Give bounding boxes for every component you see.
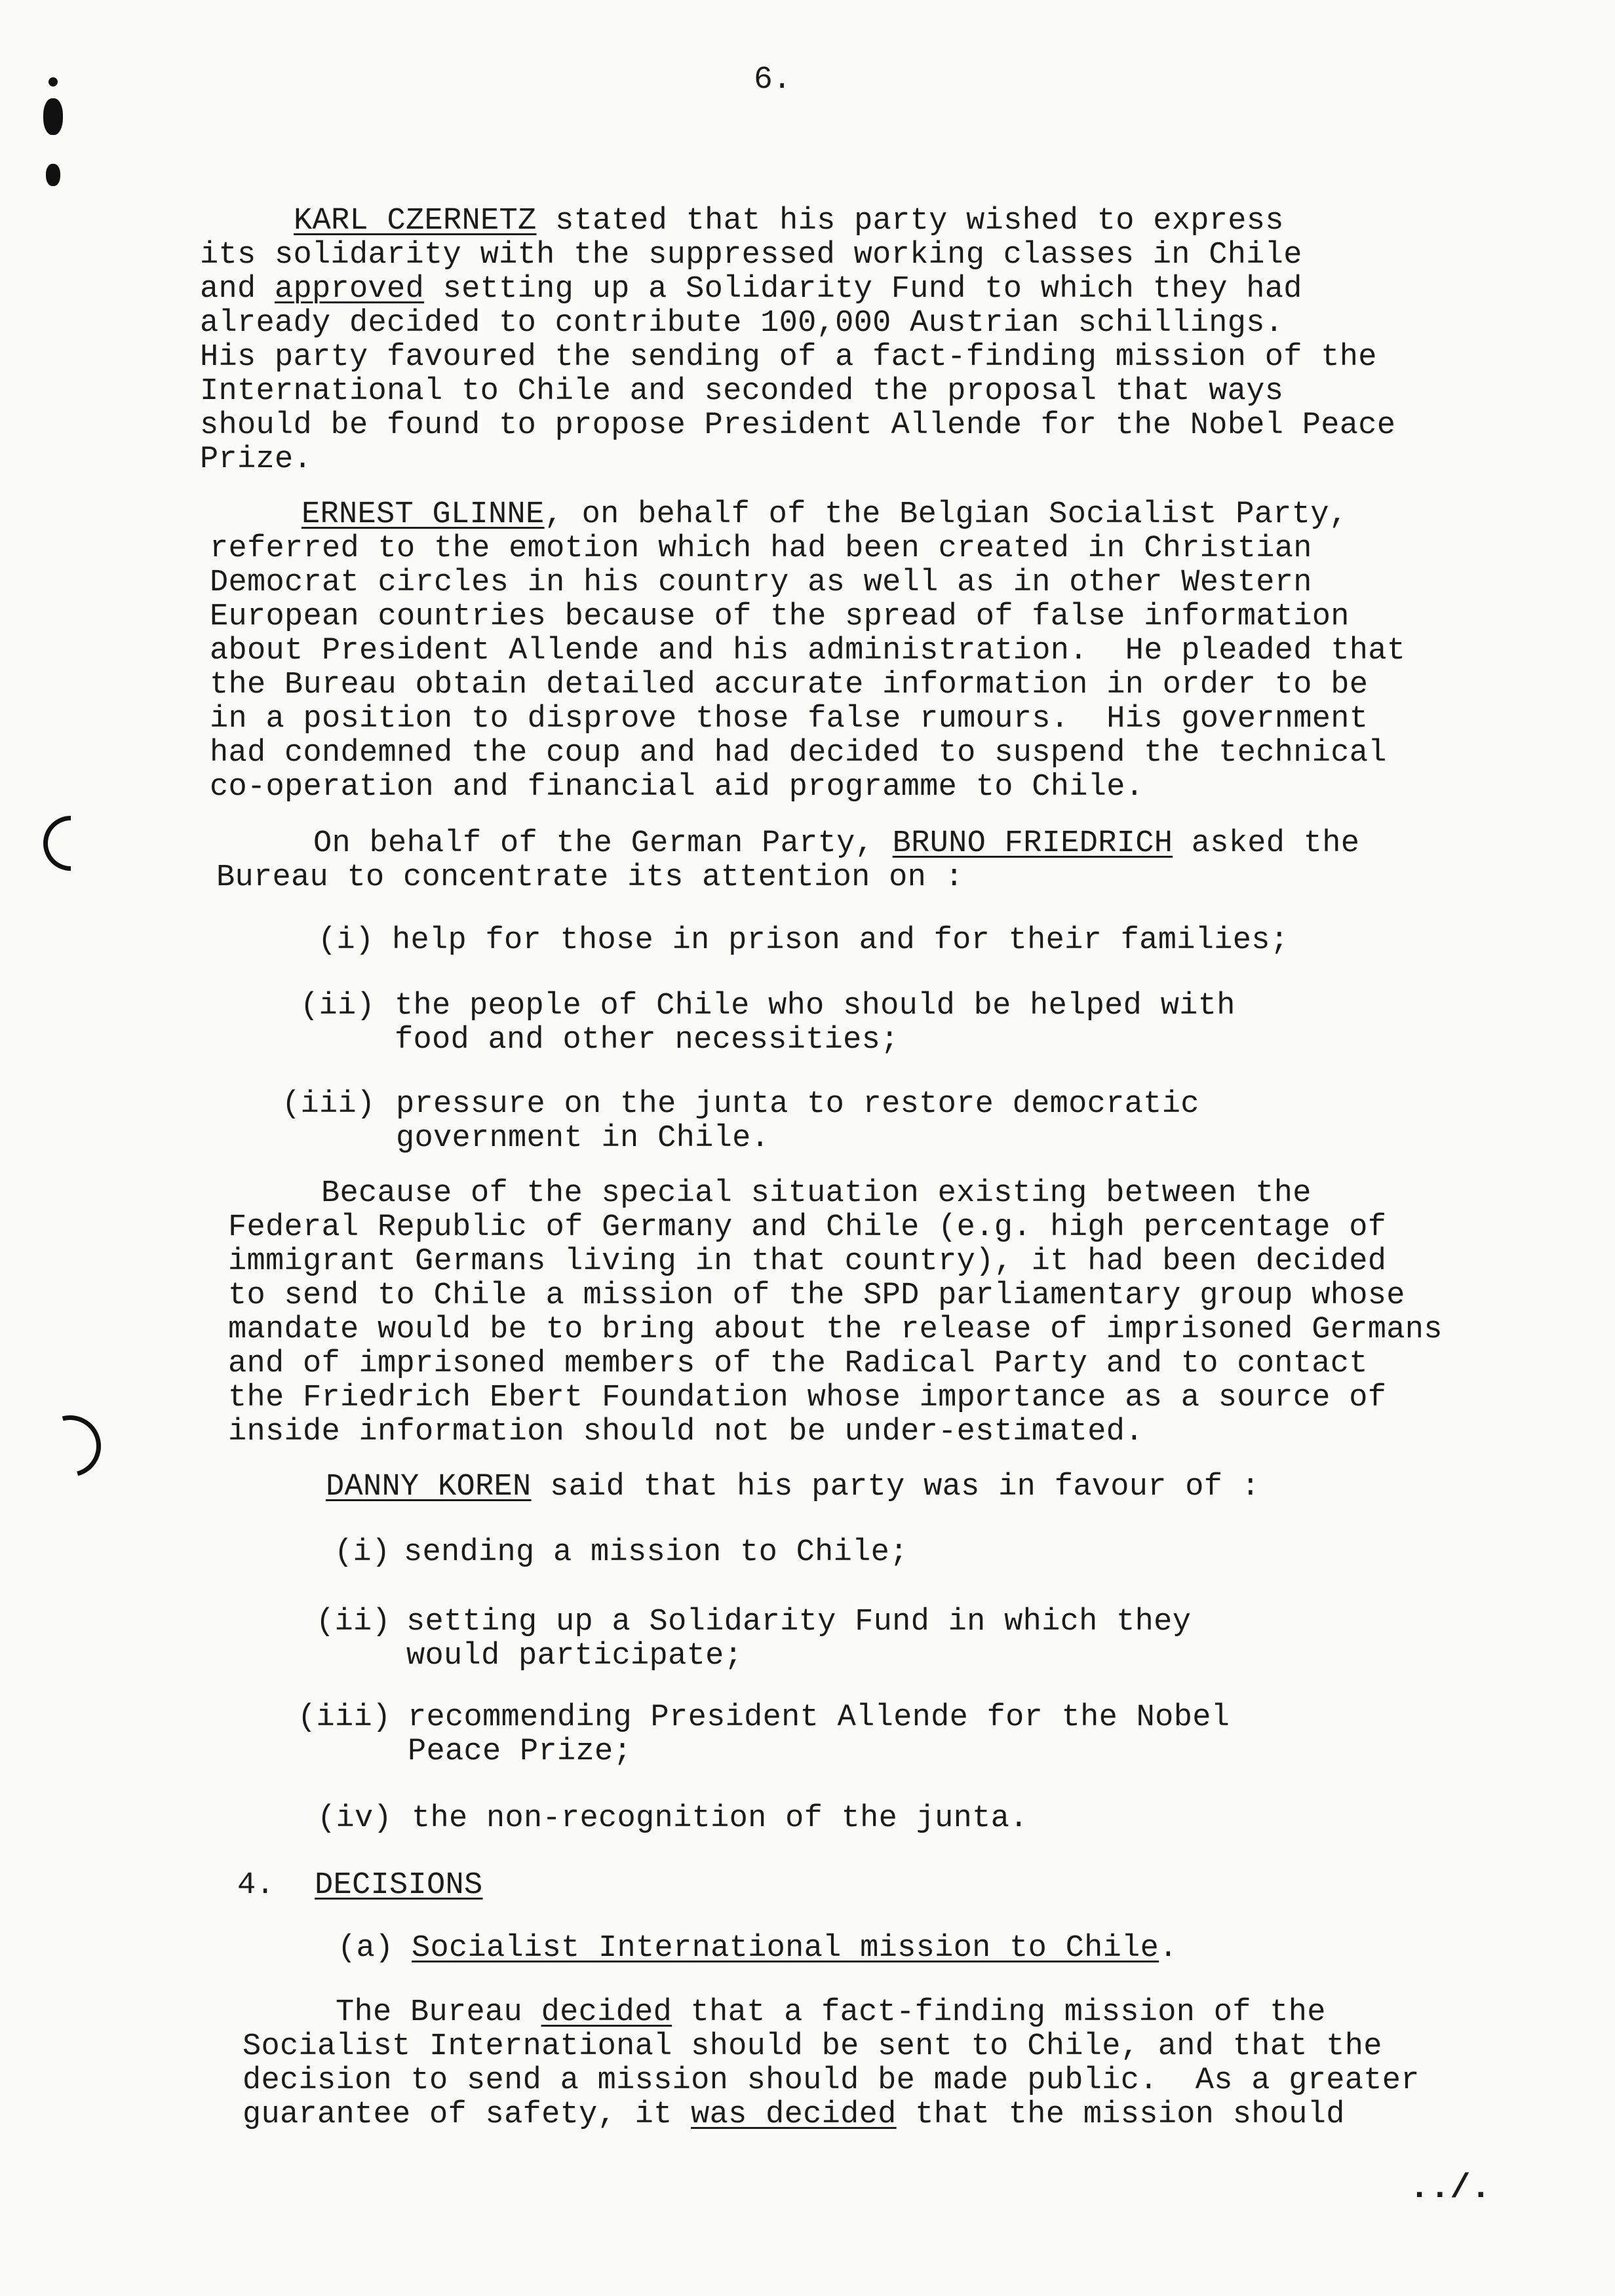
text-span: asked the [1173, 826, 1360, 861]
text-line: about President Allende and his administration. He pleaded that [210, 634, 1406, 668]
list-item-text: help for those in prison and for their families; [392, 923, 1289, 958]
speaker-name: DANNY KOREN [326, 1470, 532, 1504]
list-item-text: government in Chile. [396, 1121, 770, 1156]
underlined-word: decided [541, 1995, 672, 2030]
punch-hole-mark [49, 77, 58, 86]
text-line: referred to the emotion which had been created in Christian [210, 531, 1312, 566]
text-line [302, 498, 1348, 532]
list-item-number: (iii) [298, 1700, 391, 1735]
list-item-number: (i) [318, 923, 374, 958]
list-item-text: food and other necessities; [395, 1023, 899, 1058]
text-line: Bureau to concentrate its attention on : [216, 860, 964, 895]
section-title: DECISIONS [315, 1868, 483, 1903]
underlined-word: was decided [691, 2097, 897, 2132]
list-item-number: (i) [334, 1535, 391, 1570]
text-line: immigrant Germans living in that country), it had been decided [228, 1244, 1387, 1279]
text-line: and of imprisoned members of the Radical Party and to contact [228, 1347, 1368, 1381]
text-line: should be found to propose President Allende for the Nobel Peace [200, 408, 1396, 443]
text-line: in a position to disprove those false rumours. His government [210, 702, 1369, 737]
list-item-number: (ii) [316, 1605, 391, 1639]
text-line: already decided to contribute 100,000 Austrian schillings. [200, 306, 1284, 341]
text-span: The Bureau [336, 1995, 541, 2030]
list-item-text: would participate; [406, 1639, 743, 1674]
text-span: that a fact-finding mission of the [672, 1995, 1326, 2030]
text-line: the Bureau obtain detailed accurate information in order to be [210, 668, 1369, 702]
text-line [313, 827, 1359, 861]
section-number: 4. [237, 1868, 275, 1903]
text-line: co-operation and financial aid programme to Chile. [210, 770, 1144, 805]
text-line: decision to send a mission should be made public. As a greater [243, 2063, 1420, 2098]
text-line: European countries because of the spread of false information [210, 600, 1350, 634]
text-line: inside information should not be under-estimated. [228, 1415, 1144, 1449]
punch-hole-mark [46, 164, 60, 186]
speaker-name: KARL CZERNETZ [294, 204, 537, 239]
subsection-title: Socialist International mission to Chile [412, 1931, 1159, 1966]
list-item-number: (ii) [300, 989, 376, 1024]
list-item-text: the people of Chile who should be helped with [395, 989, 1236, 1024]
text-span: stated that his party wished to express [536, 204, 1284, 239]
text-line [243, 2098, 1345, 2132]
text-span: On behalf of the German Party, [313, 826, 893, 861]
text-line [294, 204, 1284, 239]
text-line: Democrat circles in his country as well as in other Western [210, 565, 1312, 600]
list-item-number: (iv) [317, 1801, 393, 1836]
speaker-name: BRUNO FRIEDRICH [892, 826, 1173, 861]
text-line: Because of the special situation existing between the [321, 1176, 1312, 1211]
punch-hole-mark [43, 98, 63, 135]
continuation-mark: ../. [1409, 2169, 1491, 2208]
list-item-text: Peace Prize; [408, 1734, 632, 1769]
subsection-number: (a) [338, 1931, 394, 1966]
underlined-word: approved [275, 272, 425, 307]
text-line [200, 273, 1302, 307]
text-line: His party favoured the sending of a fact-finding mission of the [200, 340, 1377, 375]
list-item-text: recommending President Allende for the Nobel [408, 1700, 1230, 1735]
punch-hole-arc [32, 805, 110, 883]
text-span: that the mission should [896, 2097, 1345, 2132]
text-line: International to Chile and seconded the proposal that ways [200, 374, 1284, 409]
text-line: to send to Chile a mission of the SPD parliamentary group whose [228, 1278, 1405, 1313]
list-item-text: sending a mission to Chile; [404, 1535, 908, 1570]
subsection-title-line [412, 1932, 1178, 1966]
text-line: had condemned the coup and had decided to suspend the technical [210, 736, 1387, 771]
text-line [336, 1996, 1326, 2030]
list-item-text: setting up a Solidarity Fund in which they [406, 1605, 1192, 1639]
list-item-text: the non-recognition of the junta. [412, 1801, 1028, 1836]
text-line: Socialist International should be sent to Chile, and that the [243, 2029, 1382, 2064]
text-span: setting up a Solidarity Fund to which they had [424, 272, 1302, 307]
text-span: said that his party was in favour of : [531, 1470, 1260, 1504]
text-span: guarantee of safety, it [243, 2097, 691, 2132]
list-item-number: (iii) [282, 1087, 376, 1122]
text-line: mandate would be to bring about the release of imprisoned Germans [228, 1312, 1443, 1347]
text-line [326, 1470, 1260, 1504]
page-number: 6. [754, 62, 792, 98]
punch-hole-arc [28, 1404, 112, 1488]
speaker-name: ERNEST GLINNE [302, 497, 545, 532]
text-span: . [1159, 1931, 1178, 1966]
text-line: Federal Republic of Germany and Chile (e.g. high percentage of [228, 1210, 1387, 1245]
text-line: Prize. [200, 442, 313, 477]
list-item-text: pressure on the junta to restore democratic [396, 1087, 1199, 1122]
text-span: and [200, 272, 275, 307]
text-line: the Friedrich Ebert Foundation whose importance as a source of [228, 1381, 1387, 1415]
text-line: its solidarity with the suppressed working classes in Chile [200, 238, 1302, 273]
text-span: , on behalf of the Belgian Socialist Party, [544, 497, 1348, 532]
